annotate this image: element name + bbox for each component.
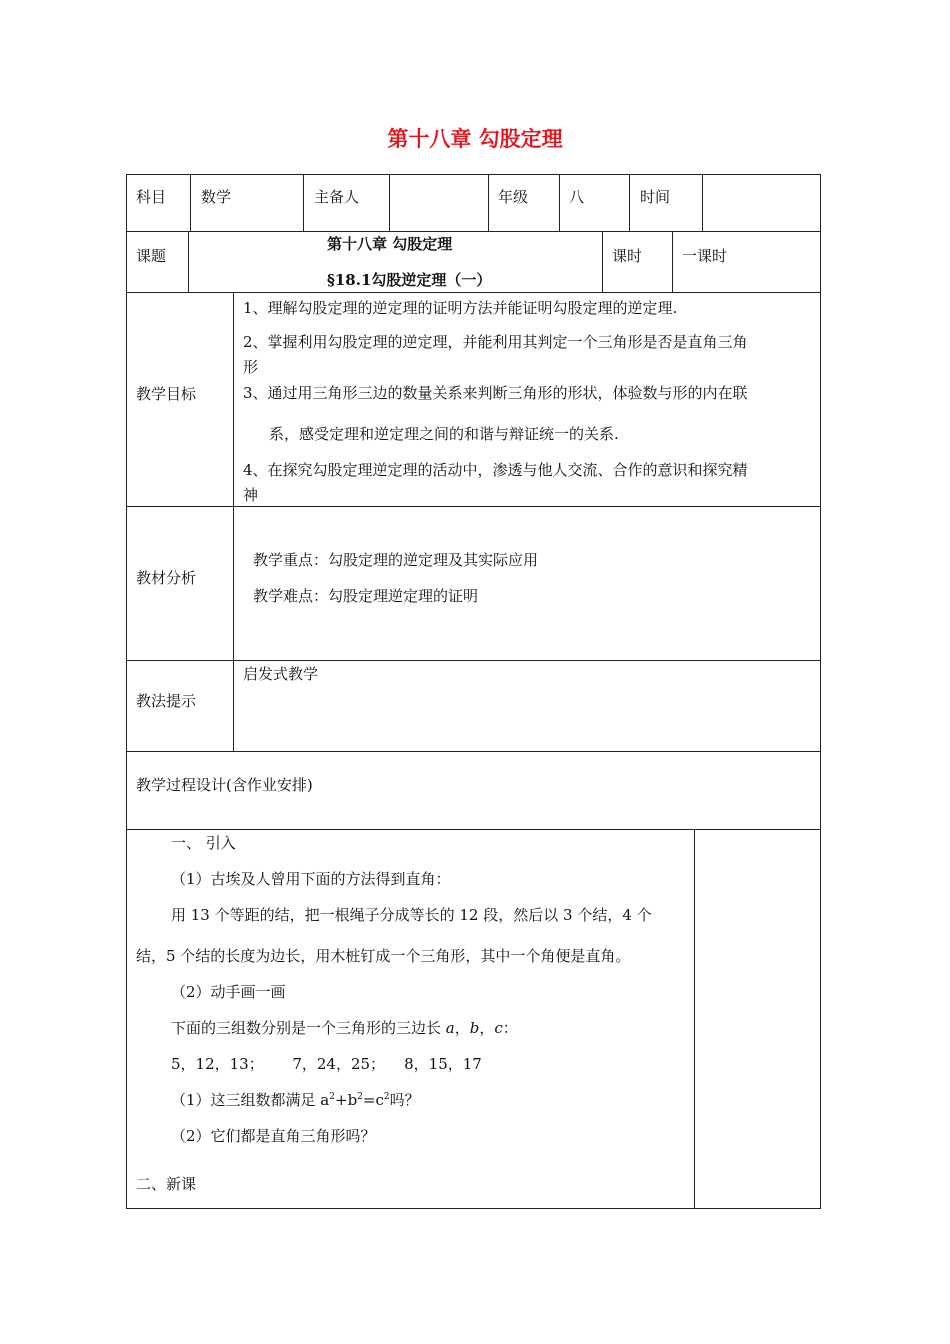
header-row-divider (629, 174, 630, 232)
lesson-text: 下面的三组数分别是一个三角形的三边长 (171, 1019, 446, 1037)
separator: ， (454, 1019, 470, 1037)
lesson-paragraph: （1）古埃及人曾用下面的方法得到直角： (171, 870, 451, 888)
lesson-row-divider (694, 829, 695, 1209)
variable-b: b (469, 1019, 480, 1037)
number-groups: 5，12，13； 7，24，25； 8，15，17 (171, 1055, 482, 1073)
document-title: 第十八章 勾股定理 (387, 127, 563, 151)
topic-chapter: 第十八章 勾股定理 (327, 235, 453, 253)
analysis-label: 教材分析 (136, 569, 197, 587)
lesson-paragraph: 结，5 个结的长度为边长，用木桩钉成一个三角形，其中一个角便是直角。 (136, 947, 631, 965)
exponent: 2 (383, 1092, 390, 1102)
period-value: 一课时 (682, 247, 728, 265)
question-1 (171, 1090, 420, 1110)
analysis-key-point: 教学重点：勾股定理的逆定理及其实际应用 (253, 551, 539, 569)
objective-item: 神 (243, 486, 259, 504)
subject-label: 科目 (136, 188, 167, 206)
colon: ： (502, 1019, 518, 1037)
objective-item: 2、掌握利用勾股定理的逆定理，并能利用其判定一个三角形是否是直角三角 (243, 333, 748, 351)
lesson-paragraph: （2）动手画一画 (171, 983, 286, 1001)
question-1-text: 吗？ (389, 1091, 420, 1109)
lesson-paragraph: 用 13 个等距的结，把一根绳子分成等长的 12 段，然后以 3 个结，4 个 (171, 906, 652, 924)
objectives-row-divider (233, 292, 234, 507)
variable-c: c (494, 1019, 503, 1037)
process-label: 教学过程设计(含作业安排) (136, 776, 313, 794)
new-lesson-heading: 二、新课 (136, 1175, 197, 1193)
header-row-divider (303, 174, 304, 232)
triangle-sides-line (171, 1018, 518, 1038)
header-row-divider (190, 174, 191, 232)
method-label: 教法提示 (136, 692, 197, 710)
question-2: （2）它们都是直角三角形吗？ (171, 1127, 376, 1145)
header-row-divider (559, 174, 560, 232)
exponent: 2 (357, 1092, 363, 1102)
header-row-divider (389, 174, 390, 232)
objective-item: 形 (243, 358, 259, 376)
exponent: 2 (329, 1092, 335, 1102)
topic-row-divider (188, 231, 189, 293)
grade-label: 年级 (498, 188, 529, 206)
intro-heading: 一、 引入 (171, 834, 236, 852)
header-row-divider (488, 174, 489, 232)
subject-value: 数学 (201, 188, 232, 206)
objective-item: 系，感受定理和逆定理之间的和谐与辩证统一的关系. (269, 425, 619, 443)
objective-item: 3、通过用三角形三边的数量关系来判断三角形的形状，体验数与形的内在联 (243, 384, 748, 402)
analysis-row (126, 506, 821, 661)
analysis-row-divider (233, 506, 234, 661)
topic-row-divider (672, 231, 673, 293)
header-row-divider (702, 174, 703, 232)
question-1-text: =c (362, 1091, 384, 1109)
grade-value: 八 (569, 188, 585, 206)
objective-item: 4、在探究勾股定理逆定理的活动中，渗透与他人交流、合作的意识和探究精 (243, 461, 748, 479)
topic-row-divider (602, 231, 603, 293)
preparer-label: 主备人 (314, 188, 360, 206)
topic-label: 课题 (136, 247, 167, 265)
question-1-text: +b (335, 1091, 358, 1109)
objectives-label: 教学目标 (136, 385, 197, 403)
time-label: 时间 (640, 188, 671, 206)
period-label: 课时 (612, 247, 643, 265)
question-1-text: （1）这三组数都满足 a (171, 1091, 330, 1109)
method-value: 启发式教学 (243, 665, 319, 683)
method-row (126, 660, 821, 752)
method-row-divider (233, 660, 234, 752)
objective-item: 1、理解勾股定理的逆定理的证明方法并能证明勾股定理的逆定理. (243, 299, 678, 317)
analysis-difficulty: 教学难点：勾股定理逆定理的证明 (253, 587, 479, 605)
variable-a: a (445, 1019, 455, 1037)
separator: ， (479, 1019, 495, 1037)
topic-section: §18.1勾股逆定理（一） (327, 271, 492, 289)
